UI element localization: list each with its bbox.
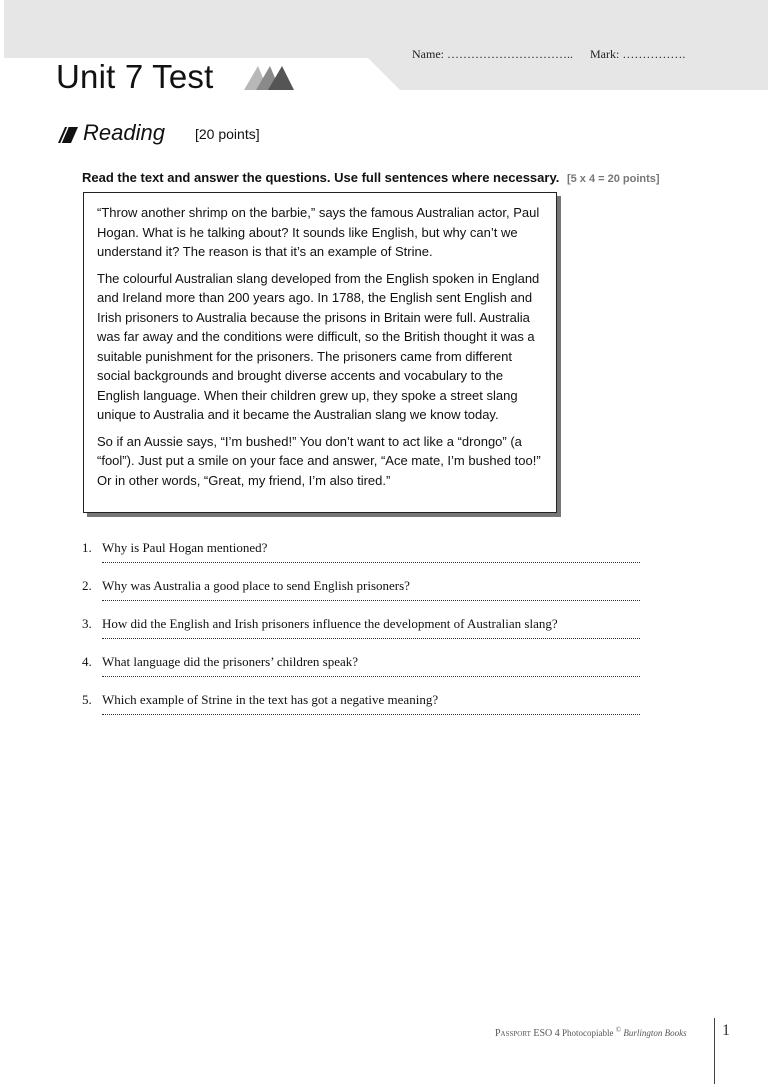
mountains-logo-icon [244, 64, 300, 90]
reading-paragraph: So if an Aussie says, “I’m bushed!” You don’t want to act like a “drongo” (a “fool”). Just put a smile on your face and answer, “Ace mate, I’m bushed too!” Or in other words, “Great, my friend, I’m also tired.” [97, 433, 541, 488]
answer-line[interactable] [102, 562, 640, 563]
question-number: 2. [82, 578, 92, 593]
question-number: 4. [82, 654, 92, 669]
question-item [82, 692, 642, 730]
reading-paragraph: “Throw another shrimp on the barbie,” says the famous Australian actor, Paul Hogan. What is he talking about? It sounds like English, but why can’t we understand it? The reason is that it’s an example of Strine. [97, 205, 540, 259]
question-number: 5. [82, 692, 92, 707]
reading-passage [83, 192, 557, 513]
page-number: 1 [722, 1022, 730, 1039]
question-text: Which example of Strine in the text has got a negative meaning? [102, 692, 439, 707]
question-text: Why is Paul Hogan mentioned? [102, 540, 268, 555]
copyright-symbol: © [615, 1026, 622, 1034]
question-text: Why was Australia a good place to send English prisoners? [102, 578, 410, 593]
footer-divider [714, 1018, 715, 1084]
footer-credit [495, 1026, 687, 1039]
answer-line[interactable] [102, 676, 640, 677]
question-item [82, 540, 642, 578]
section-title: Reading [83, 120, 165, 145]
answer-line[interactable] [102, 600, 640, 601]
section-marker-icon [58, 127, 78, 143]
question-number: 1. [82, 540, 92, 555]
instructions-text: Read the text and answer the questions. Use full sentences where necessary. [82, 170, 560, 185]
footer-publisher: Burlington Books [623, 1028, 687, 1038]
name-field: Name: ………………………….. [412, 47, 573, 61]
question-item [82, 578, 642, 616]
mark-field: Mark: ……………. [590, 47, 686, 61]
question-number: 3. [82, 616, 92, 631]
answer-line[interactable] [102, 638, 640, 639]
question-item [82, 654, 642, 692]
instructions [82, 170, 660, 185]
question-list [82, 540, 642, 730]
instructions-points: [5 x 4 = 20 points] [566, 173, 660, 185]
question-text: How did the English and Irish prisoners influence the development of Australian slang? [102, 616, 558, 631]
page-title: Unit 7 Test [56, 58, 214, 95]
answer-line[interactable] [102, 714, 640, 715]
footer-series: Passport ESO 4 [495, 1028, 560, 1039]
footer-photocopiable: Photocopiable [562, 1028, 614, 1038]
reading-paragraph: The colourful Australian slang developed from the English spoken in England and Ireland more than 200 years ago. In 1788, the English sent English and Irish prisoners to Australia because the prisons in Britain were full. Australia was far away and the conditions were difficult, so the British thought it was a suitable punishment for the prisoners. The prisoners came from different social backgrounds and brought diverse accents and vocabulary to the English language. When their children grew up, they spoke a street slang unique to Australia and it became the Australian slang we know today. [97, 270, 540, 422]
question-text: What language did the prisoners’ children speak? [102, 654, 359, 669]
section-points: [20 points] [195, 126, 260, 142]
name-mark-fields [412, 47, 699, 62]
question-item [82, 616, 642, 654]
